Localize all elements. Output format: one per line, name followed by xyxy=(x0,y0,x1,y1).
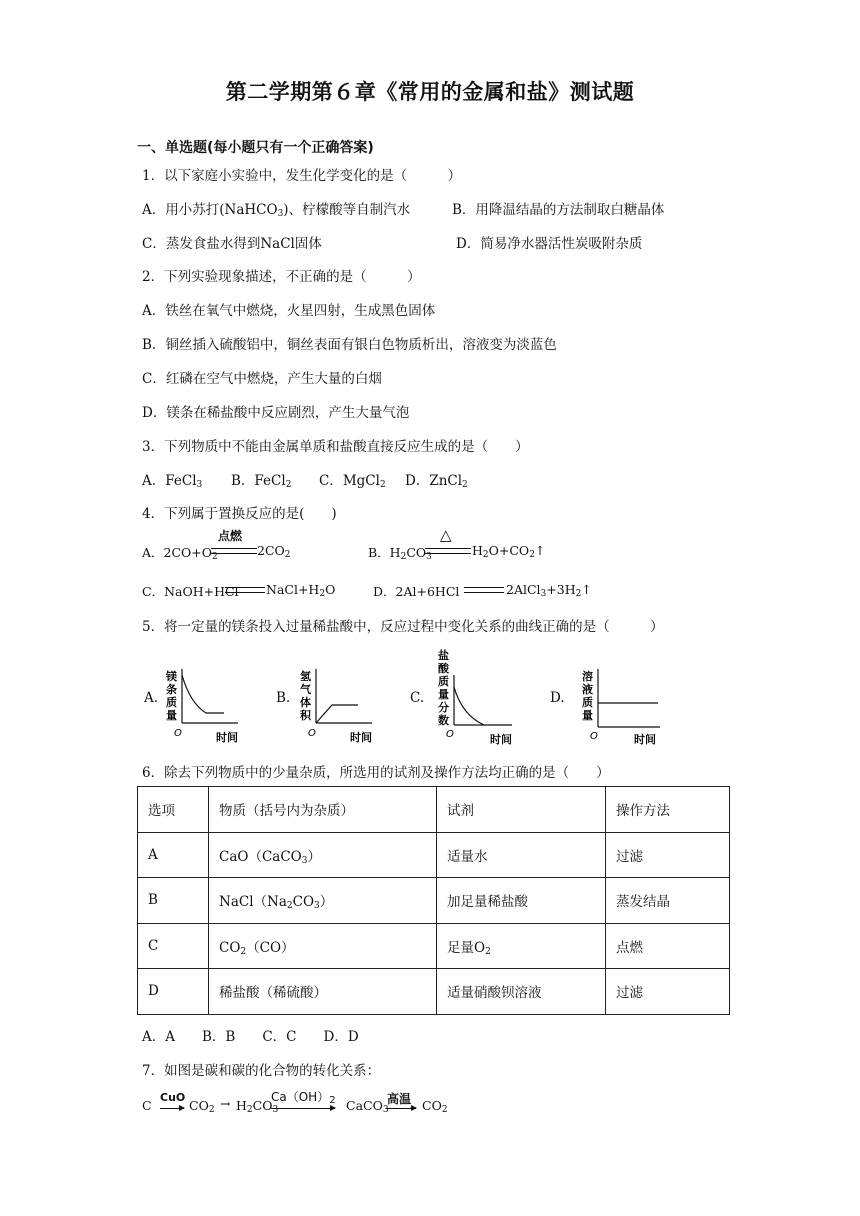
question-3-option-b: B．FeCl$_2$ xyxy=(231,473,292,490)
cell-option: D xyxy=(138,969,209,1015)
header-substance: 物质（括号内为杂质） xyxy=(209,787,437,833)
graph-b-ylabel-2: 气 xyxy=(300,683,311,696)
equals-sign xyxy=(464,587,504,593)
graph-d-origin: O xyxy=(590,731,598,742)
graph-b-letter: B. xyxy=(276,690,291,706)
question-1-option-d: D．简易净水器活性炭吸附杂质 xyxy=(456,236,643,252)
graph-c-xlabel: 时间 xyxy=(490,733,512,746)
chain-condition-3: 高温 xyxy=(387,1092,412,1106)
graph-d-xlabel: 时间 xyxy=(634,733,656,746)
cell-option: B xyxy=(138,878,209,924)
question-1-option-a: A．用小苏打(NaHCO$_3$)、柠檬酸等自制汽水 xyxy=(142,202,411,219)
question-6-answers: A．A B．B C．C D．D xyxy=(142,1029,359,1045)
graph-a-letter: A. xyxy=(144,690,159,706)
graph-b-xlabel: 时间 xyxy=(350,731,372,744)
question-6-stem: 6．除去下列物质中的少量杂质，所选用的试剂及操作方法均正确的是（ ） xyxy=(142,765,610,781)
cell-substance: CaO（CaCO$_3$） xyxy=(209,832,437,878)
question-2-option-d: D．镁条在稀盐酸中反应剧烈，产生大量气泡 xyxy=(142,405,410,421)
graph-c-ylabel-4: 量 xyxy=(438,688,449,701)
table-row xyxy=(138,923,730,969)
graph-b-curve xyxy=(316,705,358,723)
graph-a xyxy=(160,665,250,747)
cell-reagent: 适量水 xyxy=(437,832,606,878)
table-row xyxy=(138,832,730,878)
graph-d-ylabel-4: 量 xyxy=(582,709,593,722)
cell-method: 蒸发结晶 xyxy=(606,878,730,924)
graph-b-ylabel-1: 氢 xyxy=(300,670,311,683)
table-header-row xyxy=(138,787,730,833)
question-5-stem: 5．将一定量的镁条投入过量稀盐酸中，反应过程中变化关系的曲线正确的是（ ） xyxy=(142,619,664,635)
cell-reagent: 足量$O_2$ xyxy=(437,923,606,969)
graph-c-ylabel-6: 数 xyxy=(438,714,449,727)
cell-substance: $NaCl(Na_2CO_3)$ xyxy=(209,878,437,924)
question-4-option-b-reactants: B．$H_2CO_3$ xyxy=(368,545,432,562)
graph-a-xlabel: 时间 xyxy=(216,731,238,744)
arrow-icon xyxy=(386,1108,416,1109)
chain-arrow-2: → xyxy=(220,1096,231,1111)
cell-method: 过滤 xyxy=(606,969,730,1015)
graph-c xyxy=(432,645,522,747)
cell-option: C xyxy=(138,923,209,969)
question-4-stem: 4．下列属于置换反应的是( ) xyxy=(142,506,337,522)
question-7-stem: 7．如图是碳和碳的化合物的转化关系： xyxy=(142,1063,381,1079)
question-1-option-c: C．蒸发食盐水得到NaCl固体 xyxy=(142,236,322,252)
header-method: 操作方法 xyxy=(606,787,730,833)
question-4-option-b-products: $H_2O+CO_2↑$ xyxy=(472,543,546,560)
question-3-option-a: A．FeCl$_3$ xyxy=(142,473,203,490)
graph-d-ylabel-3: 质 xyxy=(582,696,593,709)
cell-reagent: 适量硝酸钡溶液 xyxy=(437,969,606,1015)
graph-c-letter: C. xyxy=(410,690,425,706)
question-3-stem: 3．下列物质中不能由金属单质和盐酸直接反应生成的是（ ） xyxy=(142,439,529,455)
question-4-option-a-products: $2CO_2$ xyxy=(257,543,291,560)
graph-d-ylabel-1: 溶 xyxy=(582,670,593,683)
graph-a-ylabel-1: 镁 xyxy=(166,670,177,683)
graph-d xyxy=(578,665,668,747)
cell-method: 过滤 xyxy=(606,832,730,878)
chain-start: C xyxy=(142,1098,152,1113)
graph-a-curve xyxy=(182,675,224,713)
graph-d-ylabel-2: 液 xyxy=(582,683,593,696)
cell-substance: 稀盐酸（稀硫酸） xyxy=(209,969,437,1015)
page-title: 第二学期第６章《常用的金属和盐》测试题 xyxy=(225,80,635,104)
question-4-option-a-reactants: A．$2CO+O_2$ xyxy=(142,545,218,562)
question-4-option-d-reactants: D．2Al+6HCl xyxy=(373,584,460,599)
cell-substance: $CO_2(CO)$ xyxy=(209,923,437,969)
graph-c-ylabel-1: 盐 xyxy=(438,649,449,662)
equals-sign xyxy=(211,548,257,554)
section-heading: 一、单选题(每小题只有一个正确答案) xyxy=(137,140,374,156)
table-row xyxy=(138,969,730,1015)
graph-c-ylabel-3: 质 xyxy=(438,675,449,688)
question-4-option-c-reactants: C．NaOH+HCl xyxy=(142,584,239,599)
arrow-icon xyxy=(160,1108,184,1109)
cell-option: A xyxy=(138,832,209,878)
cell-reagent: 加足量稀盐酸 xyxy=(437,878,606,924)
header-reagent: 试剂 xyxy=(437,787,606,833)
graph-b-ylabel-3: 体 xyxy=(300,696,311,709)
chain-product-1: $CO_2$ xyxy=(189,1098,215,1115)
question-2-option-a: A．铁丝在氧气中燃烧，火星四射，生成黑色固体 xyxy=(142,303,436,319)
graph-a-ylabel-2: 条 xyxy=(166,683,177,696)
graph-b-origin: O xyxy=(308,728,316,739)
graph-d-letter: D. xyxy=(550,690,565,706)
question-3-option-c: C．MgCl$_2$ xyxy=(319,473,386,490)
heat-triangle-icon: △ xyxy=(440,526,452,544)
question-4-option-d-products: $2AlCl_3+3H_2↑$ xyxy=(506,582,592,599)
question-2-stem: 2．下列实验现象描述，不正确的是（ ） xyxy=(142,269,421,285)
graph-a-ylabel-3: 质 xyxy=(166,696,177,709)
question-1-stem: 1．以下家庭小实验中，发生化学变化的是（ ） xyxy=(142,168,462,184)
chain-product-2: $H_2CO_3$ xyxy=(236,1098,279,1115)
impurity-table xyxy=(137,786,730,1015)
question-4-option-c-products: $NaCl+H_2O$ xyxy=(266,582,336,599)
chain-condition-1: CuO xyxy=(160,1091,186,1104)
chain-product-4: $CO_2$ xyxy=(422,1098,448,1115)
graph-c-curve xyxy=(454,687,484,725)
graph-a-origin: O xyxy=(174,728,182,739)
graph-c-ylabel-5: 分 xyxy=(438,701,449,714)
arrow-icon xyxy=(271,1108,335,1109)
table-row xyxy=(138,878,730,924)
chain-product-3: CaCO$_3$ xyxy=(346,1098,389,1115)
graph-b-ylabel-4: 积 xyxy=(300,709,311,722)
graph-c-origin: O xyxy=(446,729,454,740)
condition-ignite: 点燃 xyxy=(218,529,243,543)
graph-b xyxy=(294,665,384,747)
question-2-option-c: C．红磷在空气中燃烧，产生大量的白烟 xyxy=(142,371,382,387)
graph-a-ylabel-4: 量 xyxy=(166,709,177,722)
question-3-option-d: D．ZnCl$_2$ xyxy=(405,473,468,490)
cell-method: 点燃 xyxy=(606,923,730,969)
equals-sign xyxy=(225,587,265,593)
header-option: 选项 xyxy=(138,787,209,833)
chain-condition-2: $Ca(OH)_2$ xyxy=(271,1090,336,1106)
equals-sign xyxy=(425,548,471,554)
question-1-option-b: B．用降温结晶的方法制取白糖晶体 xyxy=(452,202,665,218)
question-2-option-b: B．铜丝插入硫酸铝中，铜丝表面有银白色物质析出，溶液变为淡蓝色 xyxy=(142,337,557,353)
graph-c-ylabel-2: 酸 xyxy=(438,662,449,675)
